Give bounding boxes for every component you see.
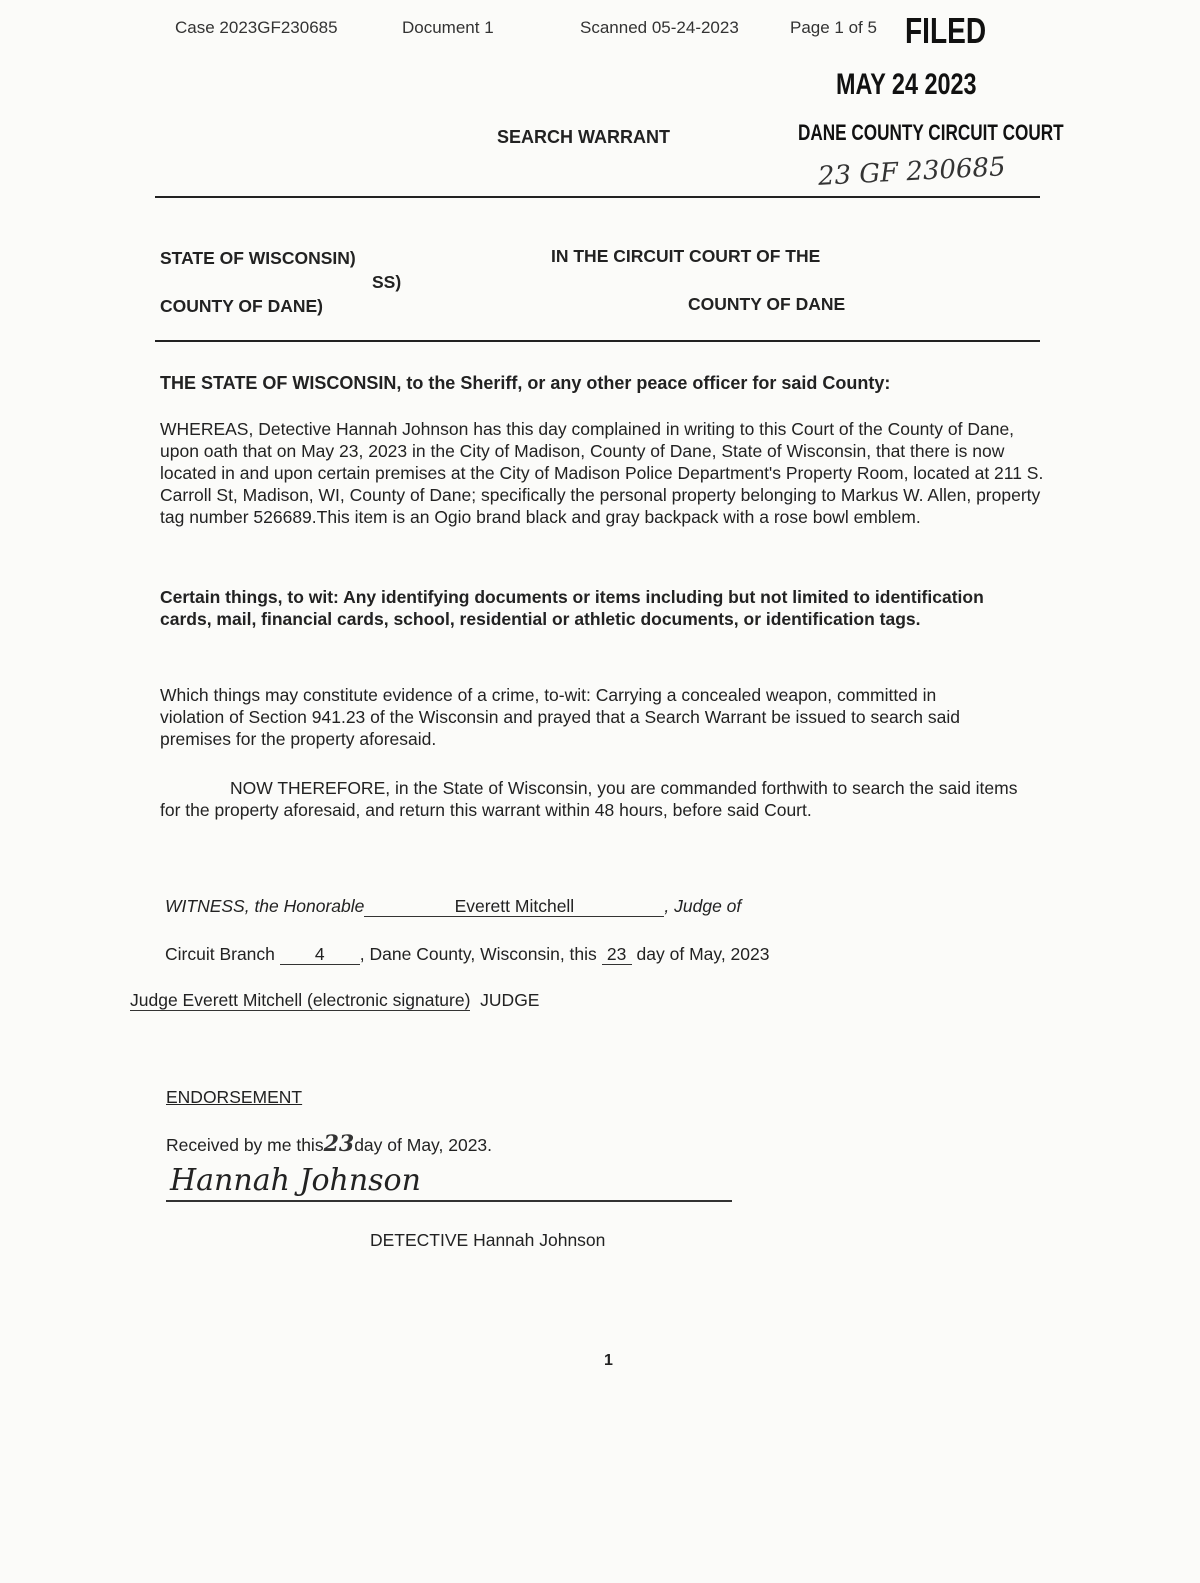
county-text: , Dane County, Wisconsin, this — [359, 944, 597, 964]
branch-number: 4 — [280, 944, 360, 965]
case-number: Case 2023GF230685 — [175, 18, 338, 37]
judge-signature: Judge Everett Mitchell (electronic signature) — [130, 990, 471, 1010]
document-title: SEARCH WARRANT — [497, 127, 670, 147]
received-suffix: day of May, 2023. — [354, 1135, 493, 1155]
page-number: 1 — [604, 1352, 613, 1369]
branch-prefix: Circuit Branch — [165, 944, 275, 964]
witness-suffix: , Judge of — [664, 896, 742, 916]
signed-day: 23 — [602, 944, 632, 965]
received-day: 23 — [323, 1131, 355, 1157]
filed-stamp: FILED — [905, 10, 987, 51]
judge-signature-line — [130, 990, 539, 1011]
caption-court-line1: IN THE CIRCUIT COURT OF THE — [551, 246, 821, 266]
endorsement-heading: ENDORSEMENT — [166, 1087, 303, 1107]
address-line: THE STATE OF WISCONSIN, to the Sheriff, or any other peace officer for said County: — [160, 373, 891, 393]
caption-county: COUNTY OF DANE) — [160, 296, 324, 316]
branch-line — [165, 944, 769, 965]
document-number: Document 1 — [402, 18, 494, 37]
caption-ss: SS) — [372, 272, 402, 292]
divider — [155, 196, 1040, 198]
caption-state: STATE OF WISCONSIN) — [160, 248, 356, 268]
received-prefix: Received by me this — [166, 1135, 324, 1155]
filed-date-stamp: MAY 24 2023 — [836, 68, 977, 101]
scanned-date: Scanned 05-24-2023 — [580, 18, 739, 37]
command-paragraph: NOW THEREFORE, in the State of Wisconsin, you are commanded forthwith to search the said items for the property aforesaid, and return this warrant within 48 hours, before said Court. — [160, 778, 1018, 820]
witness-prefix: WITNESS, the Honorable — [165, 896, 365, 916]
witness-line — [165, 896, 741, 917]
divider — [155, 340, 1040, 342]
detective-name: DETECTIVE Hannah Johnson — [370, 1230, 606, 1250]
judge-title: JUDGE — [480, 990, 540, 1010]
judge-name: Everett Mitchell — [364, 896, 664, 917]
evidence-paragraph: Which things may constitute evidence of a crime, to-wit: Carrying a concealed weapon, committed in violation of Section 941.23 of the Wisconsin and prayed that a Search Warrant be issued to search said premises for the property aforesaid. — [160, 685, 960, 749]
caption-court-line2: COUNTY OF DANE — [688, 294, 846, 314]
things-paragraph: Certain things, to wit: Any identifying documents or items including but not limited to identification cards, mail, financial cards, school, residential or athletic documents, or identification tags. — [160, 587, 984, 629]
whereas-paragraph: WHEREAS, Detective Hannah Johnson has this day complained in writing to this Court of the County of Dane, upon oath that on May 23, 2023 in the City of Madison, County of Dane, State of Wisconsin, that there is now located in and upon certain premises at the City of Madison Police Department's Property Room, located at 211 S. Carroll St, Madison, WI, County of Dane; specifically the personal property belonging to Markus W. Allen, property tag number 526689.This item is an Ogio brand black and gray backpack with a rose bowl emblem. — [160, 419, 1044, 527]
page-indicator: Page 1 of 5 — [790, 18, 877, 37]
received-line — [166, 1132, 492, 1157]
handwritten-case-number: 23 GF 230685 — [817, 152, 1007, 192]
date-suffix: day of May, 2023 — [636, 944, 770, 964]
court-stamp: DANE COUNTY CIRCUIT COURT — [798, 120, 1064, 145]
signature-line — [166, 1200, 732, 1202]
detective-signature: Hannah Johnson — [170, 1163, 421, 1198]
